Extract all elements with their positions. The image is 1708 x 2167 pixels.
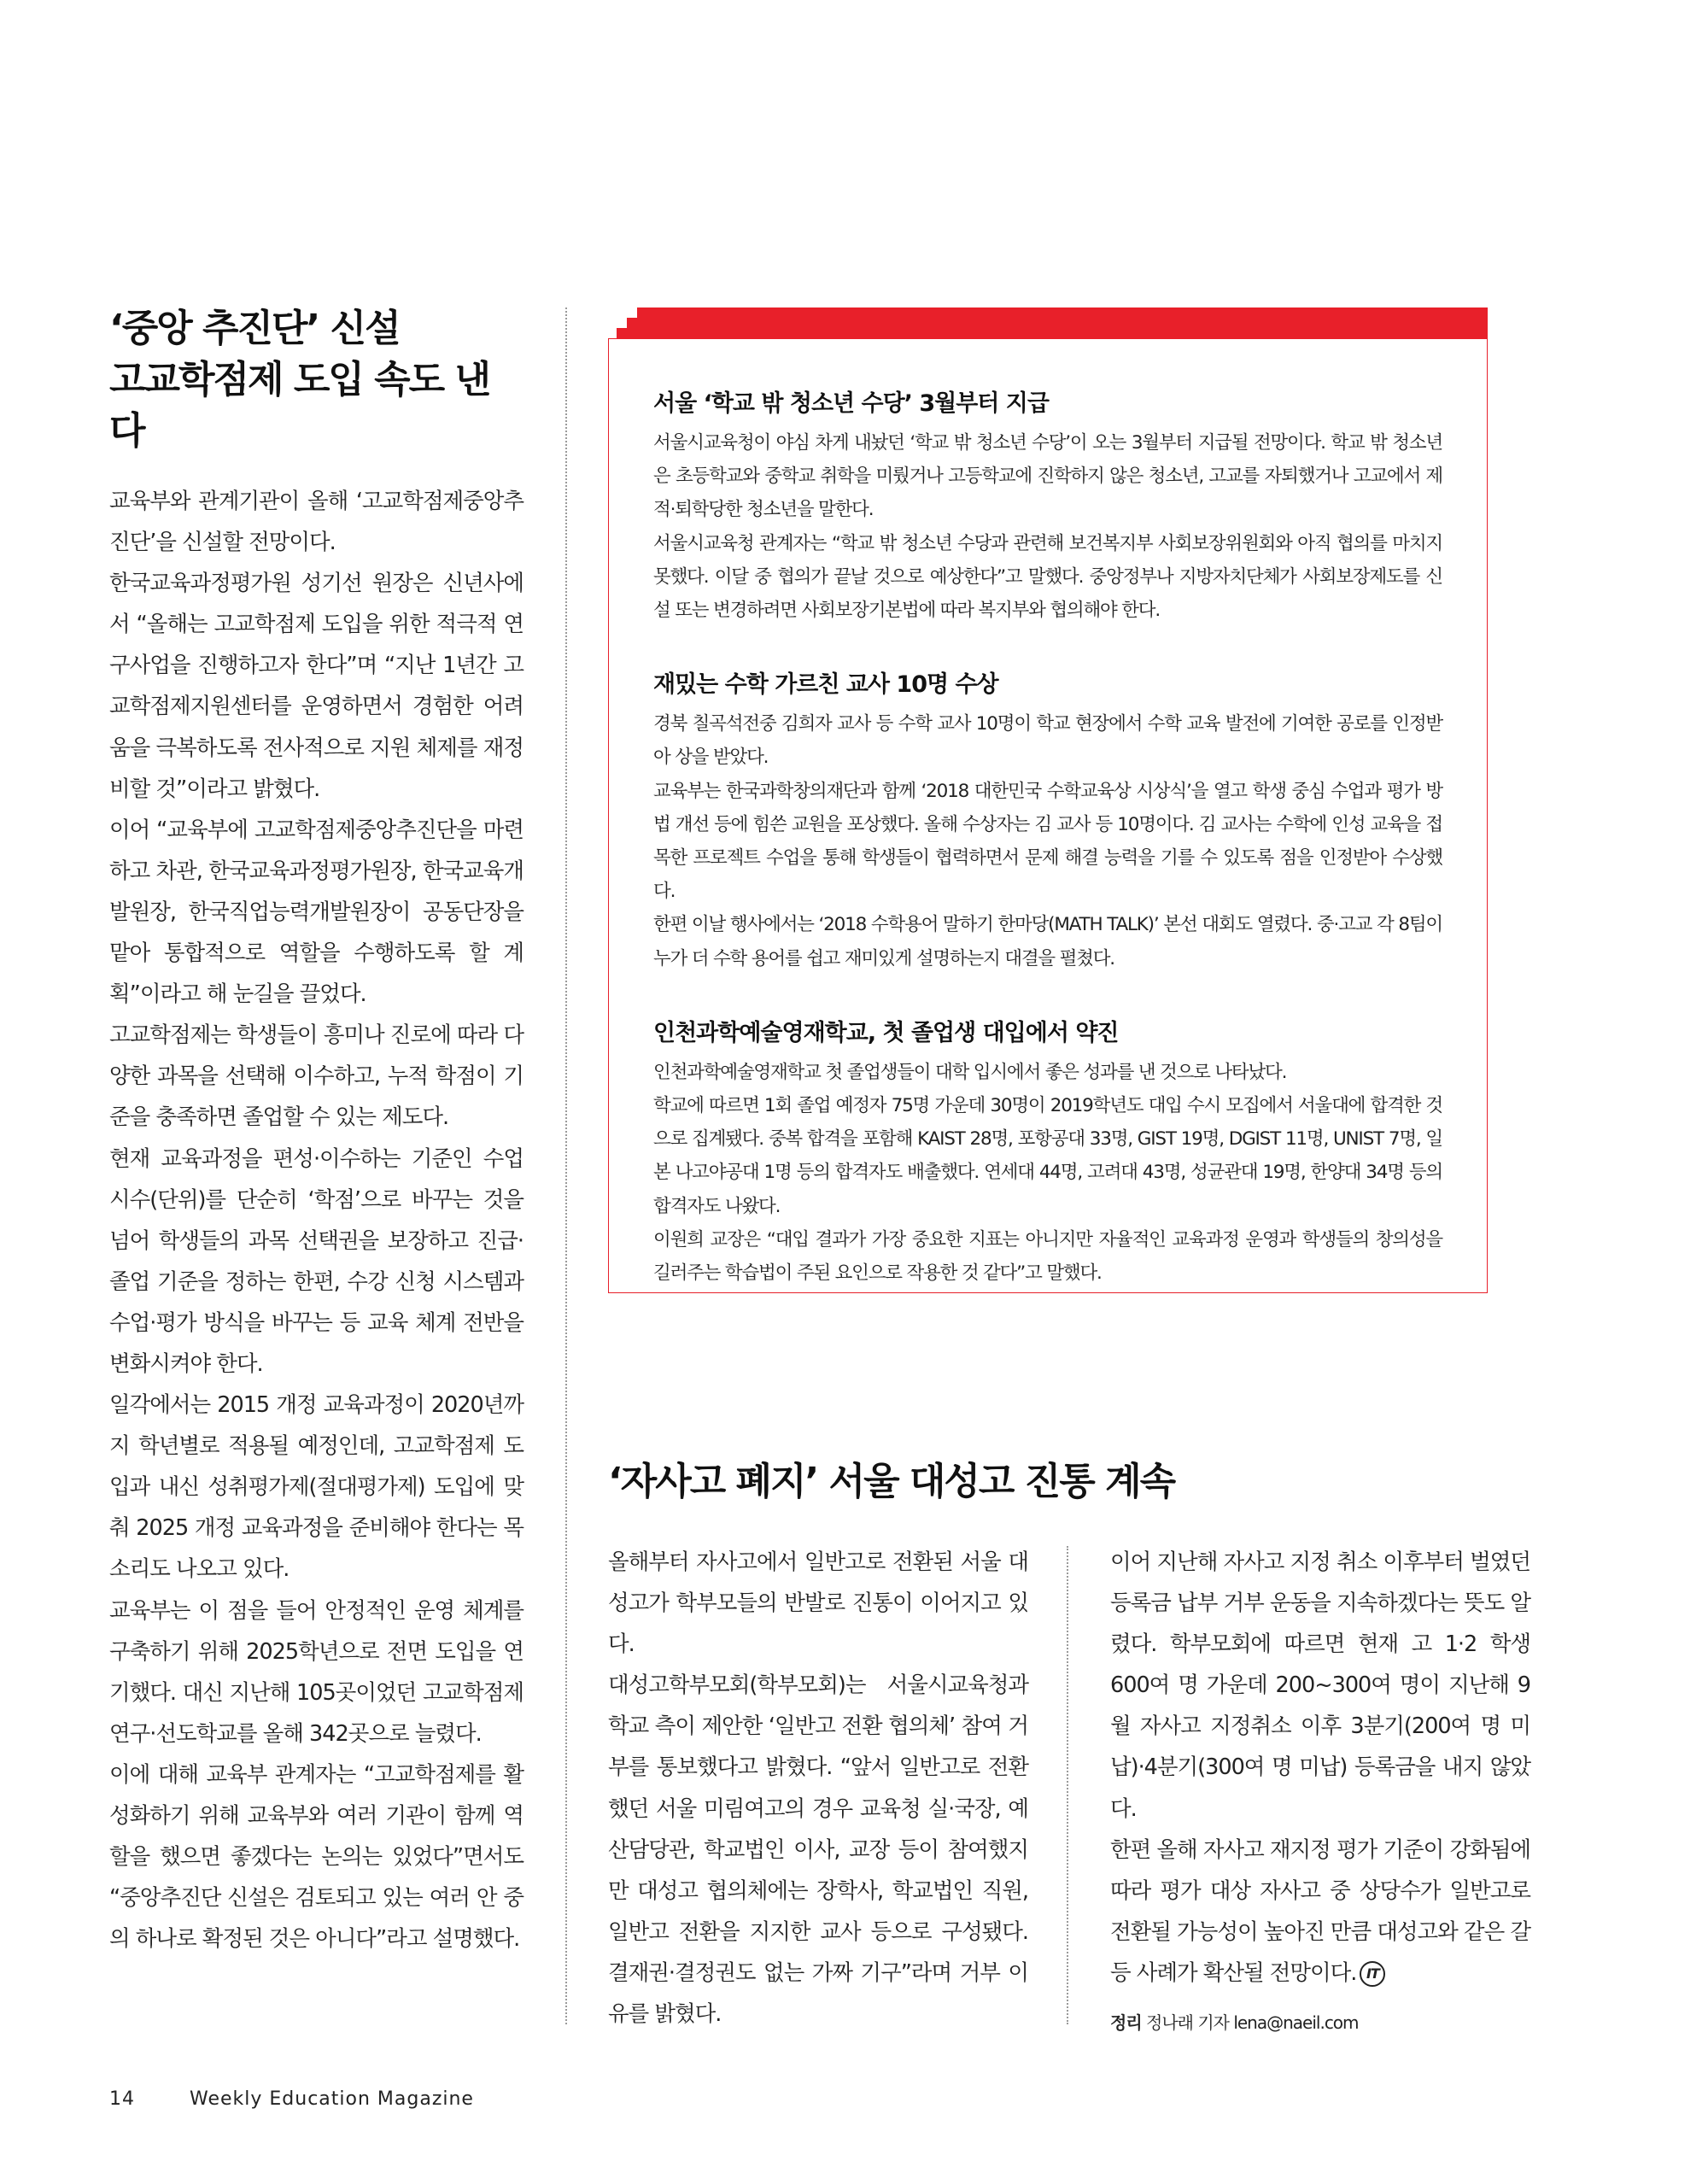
news-item-paragraph: 서울시교육청이 야심 차게 내놨던 ‘학교 밖 청소년 수당’이 오는 3월부터 지급될 전망이다. 학교 밖 청소년은 초등학교와 중학교 취학을 미뤘거나 고등학교에 진학하지 않은 청소년, 고교를 자퇴했거나 고교에서 제적·퇴학당한 청소년을 말한다. bbox=[653, 432, 1442, 521]
news-item-title: 재밌는 수학 가르친 교사 10명 수상 bbox=[653, 671, 998, 699]
left-paragraph: 이에 대해 교육부 관계자는 “고교학점제를 활성화하기 위해 교육부와 여러 기관이 함께 역할을 했으면 좋겠다는 논의는 있었다”면서도 “중앙추진단 신설은 검토되고 있는 여러 안 중의 하나로 확정된 것은 아니다”라고 설명했다. bbox=[109, 1761, 524, 1953]
left-article-title bbox=[109, 303, 524, 457]
page-footer bbox=[109, 2088, 474, 2110]
news-item-paragraph: 인천과학예술영재학교 첫 졸업생들이 대학 입시에서 좋은 성과를 낸 것으로 나타났다. bbox=[653, 1061, 1287, 1083]
news-item-paragraph: 경북 칠곡석전중 김희자 교사 등 수학 교사 10명이 학교 현장에서 수학 교육 발전에 기여한 공로를 인정받아 상을 받았다. bbox=[653, 713, 1442, 769]
news-item-paragraph: 이원희 교장은 “대입 결과가 가장 중요한 지표는 아니지만 자율적인 교육과정 운영과 학생들의 창의성을 길러주는 학습법이 주된 요인으로 작용한 것 같다”고 말했다. bbox=[653, 1228, 1442, 1285]
right-paragraph: 올해부터 자사고에서 일반고로 전환된 서울 대성고가 학부모들의 반발로 진통이 이어지고 있다. bbox=[608, 1549, 1028, 1658]
news-item bbox=[653, 389, 1442, 627]
left-paragraph: 일각에서는 2015 개정 교육과정이 2020년까지 학년별로 적용될 예정인데, 고교학점제 도입과 내신 성취평가제(절대평가제) 도입에 맞춰 2025 개정 교육과정을 준비해야 한다는 목소리도 나오고 있다. bbox=[109, 1392, 524, 1583]
right-paragraph: 대성고학부모회(학부모회)는 서울시교육청과 학교 측이 제안한 ‘일반고 전환 협의체’ 참여 거부를 통보했다고 밝혔다. “앞서 일반고로 전환했던 서울 미림여고의 경우 교육청 실·국장, 예산담당관, 학교법인 이사, 교장 등이 참여했지만 대성고 협의체에는 장학사, 학교법인 직원, 일반고 전환을 지지한 교사 등으로 구성됐다. 결재권·결정권도 없는 가짜 기구”라며 거부 이유를 밝혔다. bbox=[608, 1672, 1028, 2028]
right-last-paragraph-text: 한편 올해 자사고 재지정 평가 기준이 강화됨에 따라 평가 대상 자사고 중 상당수가 일반고로 전환될 가능성이 높아진 만큼 대성고와 같은 갈등 사례가 확산될 전망이다. bbox=[1110, 1836, 1530, 1986]
right-paragraph: 이어 지난해 자사고 지정 취소 이후부터 벌였던 등록금 납부 거부 운동을 지속하겠다는 뜻도 알렸다. 학부모회에 따르면 현재 고 1·2 학생 600여 명 가운데 200~300여 명이 지난해 9월 자사고 지정취소 이후 3분기(200여 명 미납)·4분기(300여 명 미납) 등록금을 내지 않았다. bbox=[1110, 1549, 1530, 1822]
news-box-panel bbox=[608, 338, 1488, 1293]
news-item-paragraph: 교육부는 한국과학창의재단과 함께 ‘2018 대한민국 수학교육상 시상식’을 열고 학생 중심 수업과 평가 방법 개선 등에 힘쓴 교원을 포상했다. 올해 수상자는 김 교사 등 10명이다. 김 교사는 수학에 인성 교육을 접목한 프로젝트 수업을 통해 학생들이 협력하면서 문제 해결 능력을 기를 수 있도록 점을 인정받아 수상했다. bbox=[653, 780, 1442, 903]
byline-label: 정리 bbox=[1110, 2012, 1142, 2034]
left-article bbox=[109, 303, 524, 1959]
news-item-title: 인천과학예술영재학교, 첫 졸업생 대입에서 약진 bbox=[653, 1019, 1119, 1046]
news-item bbox=[653, 1018, 1442, 1290]
page-number: 14 bbox=[109, 2088, 135, 2110]
column-divider-right bbox=[1067, 1546, 1068, 2024]
news-item bbox=[653, 670, 1442, 975]
news-item-paragraph: 한편 이날 행사에서는 ‘2018 수학용어 말하기 한마당(MATH TALK)’ 본선 대회도 열렸다. 중·고교 각 8팀이 누가 더 수학 용어를 쉽고 재미있게 설명하는지 대결을 펼쳤다. bbox=[653, 914, 1442, 969]
right-article-column-2 bbox=[1110, 1542, 1530, 2034]
right-paragraph bbox=[1110, 1830, 1530, 1994]
byline-name: 정나래 기자 lena@naeil.com bbox=[1146, 2012, 1359, 2034]
left-paragraph: 한국교육과정평가원 성기선 원장은 신년사에서 “올해는 고교학점제 도입을 위한 적극적 연구사업을 진행하고자 한다”며 “지난 1년간 고교학점제지원센터를 운영하면서 경험한 어려움을 극복하도록 전사적으로 지원 체제를 재정비할 것”이라고 밝혔다. bbox=[109, 571, 524, 802]
magazine-name: Weekly Education Magazine bbox=[190, 2088, 474, 2110]
news-item-paragraph: 학교에 따르면 1회 졸업 예정자 75명 가운데 30명이 2019학년도 대입 수시 모집에서 서울대에 합격한 것으로 집계됐다. 중복 합격을 포함해 KAIST 28명, 포항공대 33명, GIST 19명, DGIST 11명, UNIST 7명, 일본 나고야공대 1명 등의 합격자도 배출했다. 연세대 44명, 고려대 43명, 성균관대 19명, 한양대 34명 등의 합격자도 나왔다. bbox=[653, 1095, 1442, 1217]
left-paragraph: 현재 교육과정을 편성·이수하는 기준인 수업 시수(단위)를 단순히 ‘학점’으로 바꾸는 것을 넘어 학생들의 과목 선택권을 보장하고 진급·졸업 기준을 정하는 한편, 수강 신청 시스템과 수업·평가 방식을 바꾸는 등 교육 체계 전반을 변화시켜야 한다. bbox=[109, 1145, 524, 1377]
left-paragraph: 이어 “교육부에 고교학점제중앙추진단을 마련하고 차관, 한국교육과정평가원장, 한국교육개발원장, 한국직업능력개발원장이 공동단장을 맡아 통합적으로 역할을 수행하도록 할 계획”이라고 해 눈길을 끌었다. bbox=[109, 817, 524, 1008]
left-article-body bbox=[109, 481, 524, 1959]
end-mark-icon: IT bbox=[1360, 1961, 1385, 1987]
news-box bbox=[608, 307, 1489, 1298]
left-paragraph: 고교학점제는 학생들이 흥미나 진로에 따라 다양한 과목을 선택해 이수하고, 누적 학점이 기준을 충족하면 졸업할 수 있는 제도다. bbox=[109, 1022, 524, 1131]
news-item-title: 서울 ‘학교 밖 청소년 수당’ 3월부터 지급 bbox=[653, 390, 1049, 417]
left-paragraph: 교육부와 관계기관이 올해 ‘고교학점제중앙추진단’을 신설할 전망이다. bbox=[109, 489, 524, 556]
left-paragraph: 교육부는 이 점을 들어 안정적인 운영 체계를 구축하기 위해 2025학년으로 전면 도입을 연기했다. 대신 지난해 105곳이었던 고교학점제 연구·선도학교를 올해 342곳으로 늘렸다. bbox=[109, 1597, 524, 1747]
right-article-title: ‘자사고 폐지’ 서울 대성고 진통 계속 bbox=[608, 1460, 1175, 1503]
right-article-column-1 bbox=[608, 1542, 1028, 2035]
left-title-line1: ‘중앙 추진단’ 신설 bbox=[109, 307, 400, 350]
news-item-paragraph: 서울시교육청 관계자는 “학교 밖 청소년 수당과 관련해 보건복지부 사회보장위원회와 아직 협의를 마치지 못했다. 이달 중 협의가 끝날 것으로 예상한다”고 말했다. 중앙정부나 지방자치단체가 사회보장제도를 신설 또는 변경하려면 사회보장기본법에 따라 복지부와 협의해야 한다. bbox=[653, 532, 1442, 622]
byline bbox=[1110, 2009, 1530, 2034]
left-title-line2: 고교학점제 도입 속도 낸다 bbox=[109, 358, 489, 453]
column-divider-left bbox=[565, 307, 567, 2024]
